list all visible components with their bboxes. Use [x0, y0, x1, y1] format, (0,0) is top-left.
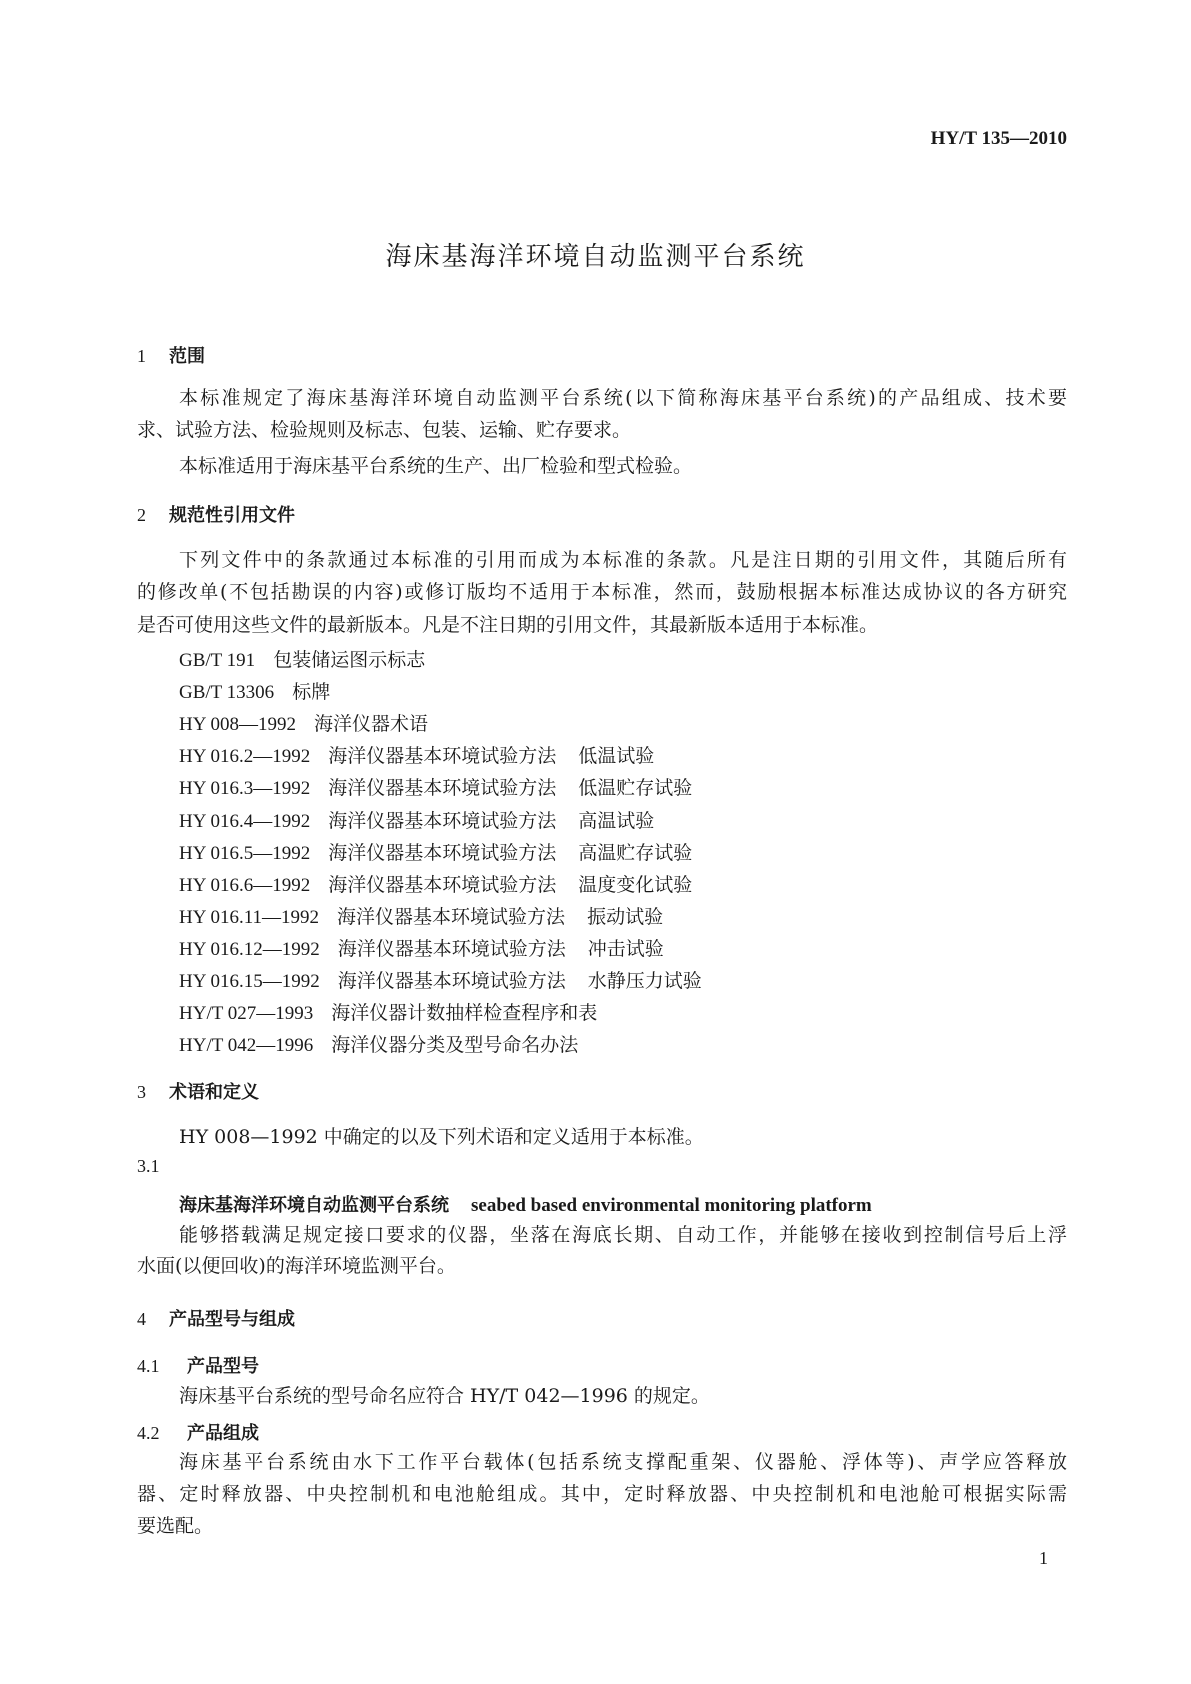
reference-title: 海洋仪器基本环境试验方法: [328, 745, 557, 768]
reference-title: 海洋仪器基本环境试验方法: [337, 937, 566, 960]
section-2-heading: [137, 501, 295, 527]
section-title: 术语和定义: [169, 1082, 259, 1103]
section-4-heading: [137, 1305, 295, 1331]
reference-title: 海洋仪器基本环境试验方法: [328, 841, 557, 864]
section-number: 4.2: [137, 1423, 160, 1443]
reference-code: HY/T 042—1996: [179, 1035, 314, 1057]
reference-part: 水静压力试验: [587, 970, 702, 992]
paragraph-line: 本标准规定了海床基海洋环境自动监测平台系统(以下简称海床基平台系统)的产品组成、技术要: [179, 387, 1067, 409]
definition-line: 能够搭载满足规定接口要求的仪器，坐落在海底长期、自动工作，并能够在接收到控制信号后上浮: [179, 1224, 1067, 1246]
paragraph-line: 是否可使用这些文件的最新版本。凡是不注日期的引用文件，其最新版本适用于本标准。: [137, 614, 879, 636]
section-number: 3: [137, 1082, 146, 1102]
reference-item: [179, 966, 702, 993]
subsection-4-1-heading: [137, 1352, 259, 1378]
term-english: seabed based environmental monitoring platform: [471, 1195, 872, 1216]
reference-title: 海洋仪器计数抽样检查程序和表: [331, 1002, 598, 1025]
section-number: 4.1: [137, 1356, 160, 1376]
reference-item: [179, 902, 663, 929]
reference-part: 高温贮存试验: [578, 841, 693, 864]
paragraph-line: 本标准适用于海床基平台系统的生产、出厂检验和型式检验。: [179, 455, 693, 477]
paragraph-line: 器、定时释放器、中央控制机和电池舱组成。其中，定时释放器、中央控制机和电池舱可根据实际需: [137, 1483, 1067, 1505]
section-number: 2: [137, 505, 146, 525]
reference-title: 海洋仪器基本环境试验方法: [328, 777, 557, 800]
reference-item: [179, 741, 654, 768]
reference-item: [179, 677, 330, 704]
document-code: HY/T 135—2010: [930, 128, 1067, 149]
reference-part: 低温贮存试验: [578, 777, 693, 800]
reference-title: 海洋仪器基本环境试验方法: [328, 809, 557, 832]
paragraph-line: 要选配。: [137, 1515, 214, 1537]
reference-item: [179, 870, 692, 897]
reference-code: HY 016.5—1992: [179, 842, 311, 864]
section-number: 1: [137, 346, 146, 366]
subsection-4-2-heading: [137, 1419, 259, 1445]
reference-item: [179, 838, 692, 865]
section-3-heading: [137, 1078, 259, 1104]
reference-code: HY 016.3—1992: [179, 778, 311, 800]
definition-line: 水面(以便回收)的海洋环境监测平台。: [137, 1255, 456, 1277]
reference-item: [179, 773, 692, 800]
section-title: 规范性引用文件: [169, 505, 295, 526]
term-entry: [179, 1191, 872, 1217]
page-title: 海床基海洋环境自动监测平台系统: [385, 242, 806, 272]
reference-code: HY 016.2—1992: [179, 746, 311, 768]
section-title: 产品组成: [187, 1423, 259, 1444]
section-number: 3.1: [137, 1156, 160, 1176]
reference-part: 高温试验: [578, 809, 655, 832]
section-title: 范围: [169, 346, 205, 367]
reference-code: HY 008—1992: [179, 714, 296, 736]
reference-code: HY/T 027—1993: [179, 1003, 314, 1025]
reference-item: [179, 1030, 578, 1057]
reference-code: GB/T 13306: [179, 682, 275, 704]
term-chinese: 海床基海洋环境自动监测平台系统: [179, 1195, 449, 1216]
paragraph-line: 的修改单(不包括勘误的内容)或修订版均不适用于本标准，然而，鼓励根据本标准达成协议的各方研究: [137, 581, 1067, 603]
reference-item: [179, 998, 597, 1025]
reference-title: 海洋仪器基本环境试验方法: [337, 905, 566, 928]
reference-item: [179, 709, 428, 736]
reference-title: 包装储运图示标志: [273, 649, 426, 671]
paragraph-line: 下列文件中的条款通过本标准的引用而成为本标准的条款。凡是注日期的引用文件，其随后所有: [179, 549, 1067, 571]
reference-part: 温度变化试验: [578, 873, 693, 896]
reference-part: 低温试验: [578, 745, 655, 768]
reference-item: [179, 806, 654, 833]
reference-code: HY 016.6—1992: [179, 874, 311, 896]
reference-code: HY 016.4—1992: [179, 810, 311, 832]
reference-title: 海洋仪器基本环境试验方法: [337, 970, 566, 992]
reference-title: 标牌: [292, 681, 331, 704]
subsection-3-1-number: [137, 1156, 169, 1177]
reference-title: 海洋仪器术语: [314, 713, 429, 736]
section-title: 产品型号与组成: [169, 1309, 295, 1330]
reference-title: 海洋仪器分类及型号命名办法: [331, 1034, 579, 1057]
paragraph-line: 求、试验方法、检验规则及标志、包装、运输、贮存要求。: [137, 419, 632, 441]
paragraph-line: 海床基平台系统的型号命名应符合 HY/T 042—1996 的规定。: [179, 1385, 710, 1407]
page-number: 1: [1039, 1548, 1048, 1568]
reference-part: 冲击试验: [587, 937, 664, 960]
reference-code: HY 016.12—1992: [179, 938, 320, 960]
reference-code: HY 016.15—1992: [179, 971, 320, 992]
reference-item: [179, 645, 425, 672]
section-number: 4: [137, 1309, 146, 1329]
reference-part: 振动试验: [587, 905, 664, 928]
paragraph-line: HY 008—1992 中确定的以及下列术语和定义适用于本标准。: [179, 1126, 704, 1148]
section-title: 产品型号: [187, 1356, 259, 1377]
reference-title: 海洋仪器基本环境试验方法: [328, 873, 557, 896]
reference-code: GB/T 191: [179, 650, 256, 671]
paragraph-line: 海床基平台系统由水下工作平台载体(包括系统支撑配重架、仪器舱、浮体等)、声学应答释放: [179, 1451, 1067, 1473]
reference-code: HY 016.11—1992: [179, 906, 320, 928]
reference-item: [179, 934, 664, 961]
section-1-heading: [137, 342, 205, 368]
